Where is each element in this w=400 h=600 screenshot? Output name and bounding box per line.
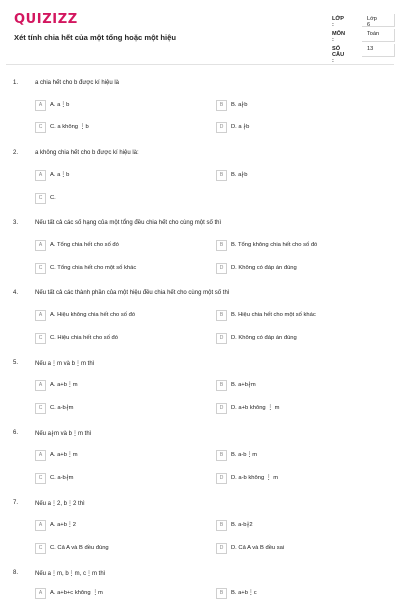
question-number: 1. [13, 80, 19, 86]
option-text: D. Không có đáp án đúng [231, 335, 297, 341]
answer-option[interactable] [35, 263, 195, 274]
option-letter: D [216, 473, 227, 484]
question-text: a không chia hết cho b được kí hiệu là: [35, 150, 139, 156]
answer-option[interactable] [216, 473, 376, 484]
option-letter: A [35, 380, 46, 391]
answer-option[interactable] [216, 333, 376, 344]
option-letter: B [216, 310, 227, 321]
question-text: Nếu a∤m và b⋮m thì [35, 431, 92, 437]
option-letter: A [35, 520, 46, 531]
option-text: B. a+b∤m [231, 382, 256, 388]
option-letter: D [216, 263, 227, 274]
option-text: A. a+b⋮2 [50, 522, 76, 528]
option-letter: C [35, 543, 46, 554]
answer-option[interactable] [216, 100, 376, 111]
option-text: B. a∤b [231, 172, 248, 178]
header-divider [6, 64, 394, 65]
answer-option[interactable] [35, 473, 195, 484]
meta-class-value: Lớp 6 [367, 16, 377, 28]
option-text: D. Không có đáp án đúng [231, 265, 297, 271]
answer-option[interactable] [216, 170, 376, 181]
answer-option[interactable] [216, 263, 376, 274]
answer-option[interactable] [35, 170, 195, 181]
option-letter: C [35, 263, 46, 274]
option-text: A. Tổng chia hết cho số đó [50, 242, 119, 248]
question-number: 8. [13, 570, 19, 576]
meta-count-label: SỐ CÂU : [332, 46, 345, 64]
worksheet-title: Xét tính chia hết của một tổng hoặc một hiệu [14, 33, 177, 42]
option-letter: B [216, 588, 227, 599]
question-text: Nếu a⋮m, b⋮m, c⋮m thì [35, 571, 106, 577]
option-letter: A [35, 310, 46, 321]
option-text: A. Hiệu không chia hết cho số đó [50, 312, 136, 318]
answer-option[interactable] [35, 193, 195, 204]
option-text: D. a ∤b [231, 124, 250, 130]
quizizz-logo: QUIZIZZ [14, 12, 78, 27]
option-letter: B [216, 450, 227, 461]
option-text: D. Cả A và B đều sai [231, 545, 285, 551]
option-text: C. Cả A và B đều đúng [50, 545, 109, 551]
answer-option[interactable] [35, 122, 195, 133]
option-text: A. a+b+c không ⋮m [50, 590, 103, 596]
option-text: C. Tổng chia hết cho một số khác [50, 265, 137, 271]
answer-option[interactable] [35, 543, 195, 554]
answer-option[interactable] [216, 543, 376, 554]
answer-option[interactable] [35, 380, 195, 391]
option-text: C. a-b∤m [50, 475, 74, 481]
option-text: A. a⋮b [50, 172, 70, 178]
question-number: 5. [13, 360, 19, 366]
option-text: B. a∤b [231, 102, 248, 108]
option-letter: D [216, 333, 227, 344]
answer-option[interactable] [216, 122, 376, 133]
answer-option[interactable] [35, 100, 195, 111]
option-text: B. a-b∤2 [231, 522, 253, 528]
option-letter: D [216, 543, 227, 554]
option-letter: A [35, 170, 46, 181]
answer-option[interactable] [216, 403, 376, 414]
option-text: C. Hiệu chia hết cho số đó [50, 335, 118, 341]
option-letter: C [35, 122, 46, 133]
meta-class-label: LỚP : [332, 16, 344, 28]
question-number: 4. [13, 290, 19, 296]
option-text: B. Hiệu chia hết cho một số khác [231, 312, 316, 318]
option-text: C. [50, 195, 56, 201]
option-text: B. a+b⋮c [231, 590, 257, 596]
option-letter: A [35, 588, 46, 599]
question-number: 7. [13, 500, 19, 506]
answer-option[interactable] [216, 310, 376, 321]
question-text: Nếu tất cả các số hạng của một tổng đều chia hết cho cùng một số thì [35, 220, 222, 226]
question-text: Nếu a⋮m và b⋮m thì [35, 361, 95, 367]
option-letter: B [216, 100, 227, 111]
option-letter: C [35, 333, 46, 344]
option-letter: D [216, 403, 227, 414]
option-text: D. a+b không ⋮ m [231, 405, 280, 411]
answer-option[interactable] [35, 403, 195, 414]
meta-count-value: 13 [367, 46, 374, 52]
answer-option[interactable] [216, 380, 376, 391]
answer-option[interactable] [35, 588, 195, 599]
answer-option[interactable] [216, 588, 376, 599]
option-letter: D [216, 122, 227, 133]
question-number: 6. [13, 430, 19, 436]
question-number: 3. [13, 220, 19, 226]
option-text: D. a-b không ⋮ m [231, 475, 279, 481]
question-text: a chia hết cho b được kí hiệu là [35, 80, 119, 86]
answer-option[interactable] [35, 240, 195, 251]
option-text: A. a⋮b [50, 102, 70, 108]
answer-option[interactable] [35, 333, 195, 344]
option-letter: B [216, 520, 227, 531]
option-letter: C [35, 473, 46, 484]
option-letter: A [35, 450, 46, 461]
option-letter: C [35, 193, 46, 204]
answer-option[interactable] [216, 450, 376, 461]
option-letter: A [35, 100, 46, 111]
option-text: C. a-b∤m [50, 405, 74, 411]
answer-option[interactable] [216, 520, 376, 531]
option-text: C. a không ⋮b [50, 124, 89, 130]
option-text: B. a-b⋮m [231, 452, 258, 458]
option-text: A. a+b⋮m [50, 382, 78, 388]
option-letter: B [216, 170, 227, 181]
option-letter: A [35, 240, 46, 251]
question-text: Nếu a⋮2, b⋮2 thì [35, 501, 85, 507]
option-letter: B [216, 380, 227, 391]
option-text: B. Tổng không chia hết cho số đó [231, 242, 318, 248]
question-text: Nếu tất cả các thành phần của một hiệu đều chia hết cho cùng một số thì [35, 290, 230, 296]
question-number: 2. [13, 150, 19, 156]
option-letter: C [35, 403, 46, 414]
option-text: A. a+b⋮m [50, 452, 78, 458]
answer-option[interactable] [35, 450, 195, 461]
meta-subject-value: Toán [367, 31, 380, 37]
answer-option[interactable] [35, 310, 195, 321]
answer-option[interactable] [216, 240, 376, 251]
answer-option[interactable] [35, 520, 195, 531]
meta-subject-label: MÔN : [332, 31, 346, 43]
option-letter: B [216, 240, 227, 251]
